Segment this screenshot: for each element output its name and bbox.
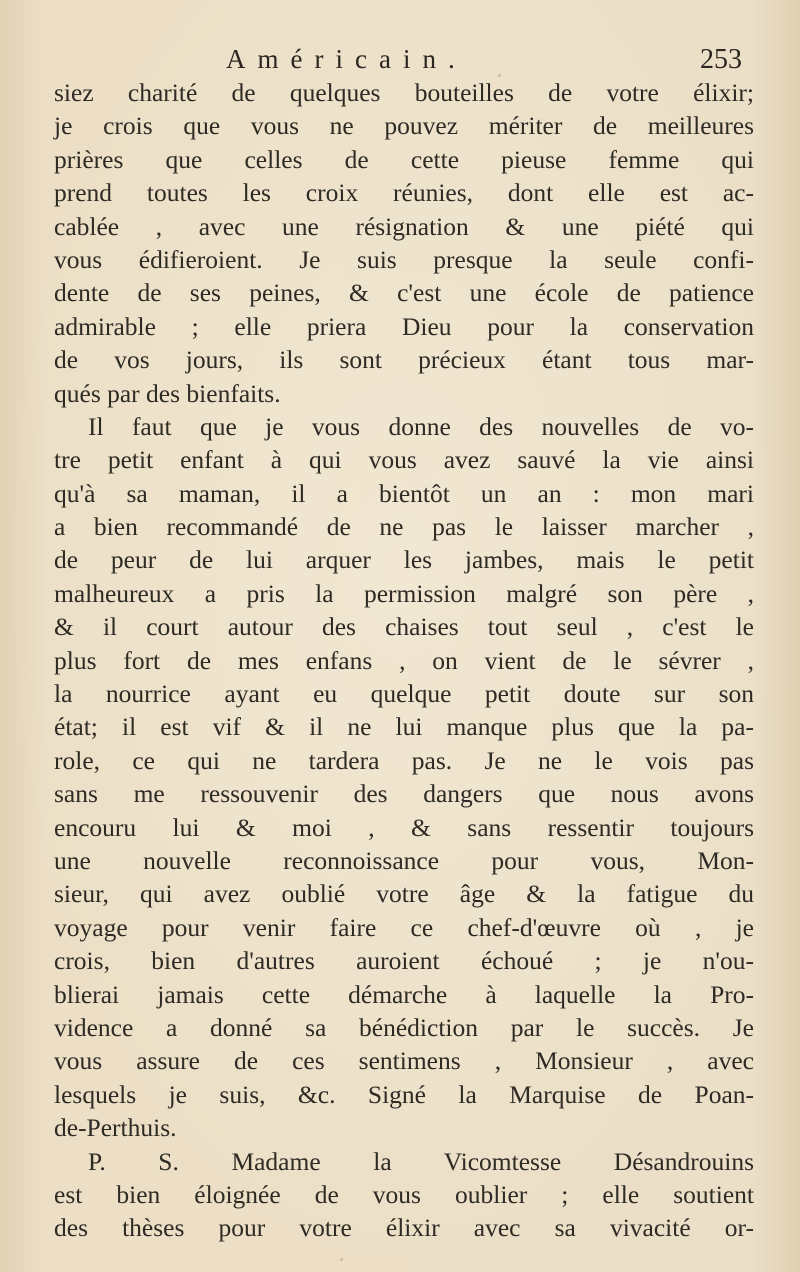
page-header [0, 44, 800, 80]
text-line: blierai jamais cette démarche à laquelle la Pro- [54, 979, 754, 1009]
ink-speck [498, 74, 501, 77]
text-line: malheureux a pris la permission malgré son père , [54, 578, 754, 608]
text-line: qués par des bienfaits. [54, 378, 281, 408]
text-line: & il court autour des chaises tout seul , c'est le [54, 612, 754, 642]
text-line: vous assure de ces sentimens , Monsieur , avec [54, 1046, 754, 1076]
text-line: prend toutes les croix réunies, dont elle est ac- [54, 178, 754, 208]
running-head: Américain. [226, 44, 467, 74]
text-line: tre petit enfant à qui vous avez sauvé la vie ainsi [54, 445, 754, 475]
text-line: P. S. Madame la Vicomtesse Désandrouins [88, 1146, 754, 1176]
text-line: vidence a donné sa bénédiction par le succès. Je [54, 1012, 754, 1042]
text-line: de-Perthuis. [54, 1113, 177, 1143]
text-line: voyage pour venir faire ce chef-d'œuvre où , je [54, 912, 754, 942]
text-line: de vos jours, ils sont précieux étant tous mar- [54, 345, 754, 375]
text-line: sieur, qui avez oublié votre âge & la fatigue du [54, 879, 754, 909]
text-line: cablée , avec une résignation & une piété qui [54, 211, 754, 241]
text-line: role, ce qui ne tardera pas. Je ne le vois pas [54, 745, 754, 775]
text-line: la nourrice ayant eu quelque petit doute sur son [54, 679, 754, 709]
text-line: lesquels je suis, &c. Signé la Marquise de Poan- [54, 1079, 754, 1109]
text-line: de peur de lui arquer les jambes, mais le petit [54, 545, 754, 575]
text-line: qu'à sa maman, il a bientôt un an : mon mari [54, 478, 754, 508]
text-line: des thèses pour votre élixir avec sa vivacité or- [54, 1213, 754, 1243]
text-line: Il faut que je vous donne des nouvelles de vo- [88, 411, 754, 441]
text-line: plus fort de mes enfans , on vient de le sévrer , [54, 645, 754, 675]
text-line: vous édifieroient. Je suis presque la seule confi- [54, 244, 754, 274]
text-line: a bien recommandé de ne pas le laisser marcher , [54, 512, 754, 542]
text-line: crois, bien d'autres auroient échoué ; je n'ou- [54, 946, 754, 976]
text-line: une nouvelle reconnoissance pour vous, Mon- [54, 845, 754, 875]
text-line: encouru lui & moi , & sans ressentir toujours [54, 812, 754, 842]
text-line: je crois que vous ne pouvez mériter de meilleures [54, 111, 754, 141]
text-line: siez charité de quelques bouteilles de votre élixir; [54, 78, 754, 107]
text-line: état; il est vif & il ne lui manque plus que la pa- [54, 712, 754, 742]
ink-speck [340, 1258, 343, 1261]
text-line: admirable ; elle priera Dieu pour la conservation [54, 311, 754, 341]
text-line: dente de ses peines, & c'est une école de patience [54, 278, 754, 308]
text-line: prières que celles de cette pieuse femme qui [54, 144, 754, 174]
body-text [54, 76, 754, 1245]
text-line: est bien éloignée de vous oublier ; elle soutient [54, 1179, 754, 1209]
page-number: 253 [700, 44, 742, 75]
text-line: sans me ressouvenir des dangers que nous avons [54, 779, 754, 809]
